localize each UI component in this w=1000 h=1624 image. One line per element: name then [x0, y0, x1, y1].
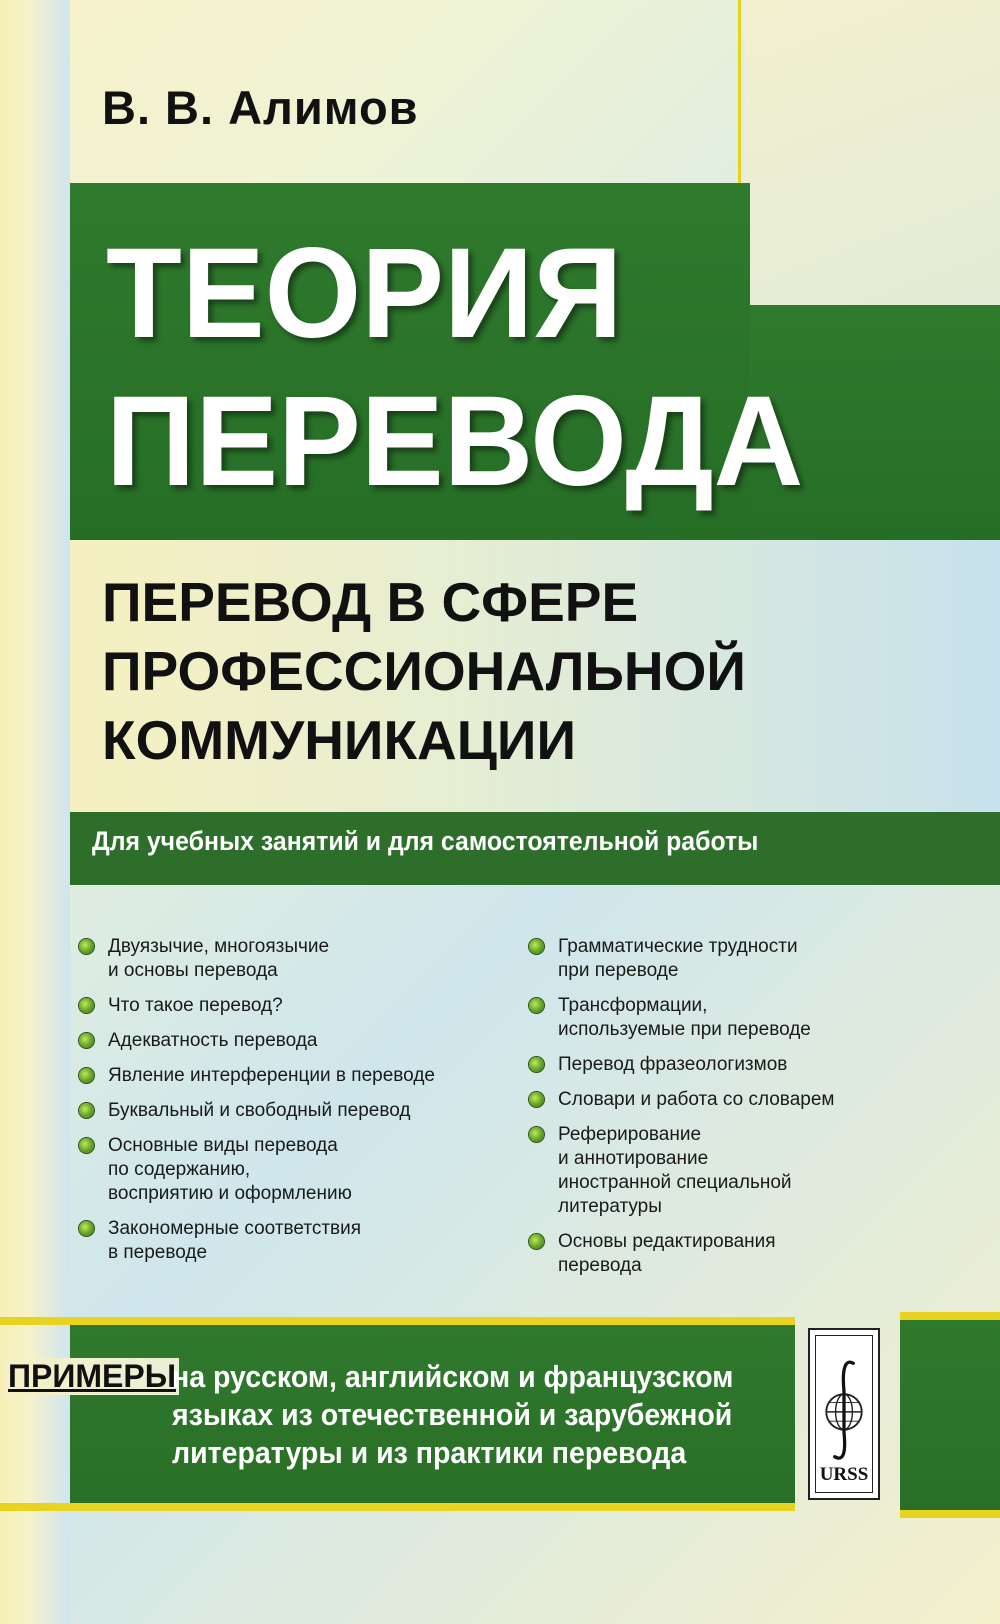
topic-text: Явление интерференции в переводе [108, 1065, 435, 1086]
bullet-icon [529, 998, 544, 1013]
author-name: В. В. Алимов [102, 81, 419, 134]
topic-item [78, 1217, 508, 1265]
bullet-icon [79, 1033, 94, 1048]
topic-item [78, 994, 508, 1018]
logo-frame [815, 1335, 873, 1493]
topic-item [78, 1064, 508, 1088]
bullet-icon [529, 939, 544, 954]
topic-item [78, 1029, 508, 1053]
topic-item [78, 1134, 508, 1206]
divider-line [0, 1503, 795, 1511]
topic-item [528, 994, 978, 1042]
topic-text: Основные виды перевода по содержанию, восприятию и оформлению [108, 1135, 352, 1204]
bullet-icon [79, 1221, 94, 1236]
publisher-logo [808, 1328, 880, 1500]
title-line: ПЕРЕВОДА [106, 370, 804, 514]
subtitle-line: КОММУНИКАЦИИ [102, 709, 576, 771]
examples-line: языках из отечественной и зарубежной [172, 1397, 733, 1432]
bullet-icon [79, 1138, 94, 1153]
divider-line [900, 1510, 1000, 1518]
topic-text: Реферирование и аннотирование иностранной специальной литературы [558, 1124, 792, 1217]
bullet-icon [529, 1092, 544, 1107]
bullet-icon [79, 1103, 94, 1118]
topic-item [78, 935, 508, 983]
integral-globe-icon [816, 1350, 872, 1470]
topic-item [528, 935, 978, 983]
topics-column-left [78, 935, 508, 1276]
purpose-text: Для учебных занятий и для самостоятельной работы [92, 826, 759, 856]
topic-text: Что такое перевод? [108, 995, 283, 1016]
topic-item [528, 1230, 978, 1278]
divider-line [900, 1312, 1000, 1320]
examples-label: ПРИМЕРЫ [5, 1358, 179, 1395]
topic-text: Перевод фразеологизмов [558, 1054, 788, 1075]
topic-text: Словари и работа со словарем [558, 1089, 835, 1110]
book-title [106, 220, 803, 517]
bullet-icon [79, 939, 94, 954]
bullet-icon [79, 998, 94, 1013]
book-subtitle [102, 568, 746, 775]
bullet-icon [529, 1057, 544, 1072]
topic-text: Адекватность перевода [108, 1030, 318, 1051]
topic-item [528, 1088, 978, 1112]
topic-item [78, 1099, 508, 1123]
examples-line: на русском, английском и французском [172, 1359, 734, 1394]
topic-text: Грамматические трудности при переводе [558, 936, 798, 981]
examples-text [172, 1358, 742, 1472]
subtitle-line: ПРОФЕССИОНАЛЬНОЙ [102, 640, 746, 702]
topic-item [528, 1053, 978, 1077]
divider-line [0, 1317, 795, 1325]
publisher-name: URSS [819, 1464, 869, 1485]
topic-text: Двуязычие, многоязычие и основы перевода [108, 936, 330, 981]
topic-text: Буквальный и свободный перевод [108, 1100, 411, 1121]
topic-text: Трансформации, используемые при переводе [558, 995, 811, 1040]
bullet-icon [529, 1127, 544, 1142]
topics-column-right [528, 935, 978, 1289]
subtitle-line: ПЕРЕВОД В СФЕРЕ [102, 571, 639, 633]
examples-band-extension [900, 1320, 1000, 1510]
topic-text: Закономерные соответствия в переводе [108, 1218, 362, 1263]
examples-line: литературы и из практики перевода [172, 1435, 687, 1470]
topic-item [528, 1123, 978, 1219]
bullet-icon [529, 1234, 544, 1249]
title-line: ТЕОРИЯ [106, 222, 623, 365]
topic-text: Основы редактирования перевода [558, 1231, 776, 1276]
bullet-icon [79, 1068, 94, 1083]
